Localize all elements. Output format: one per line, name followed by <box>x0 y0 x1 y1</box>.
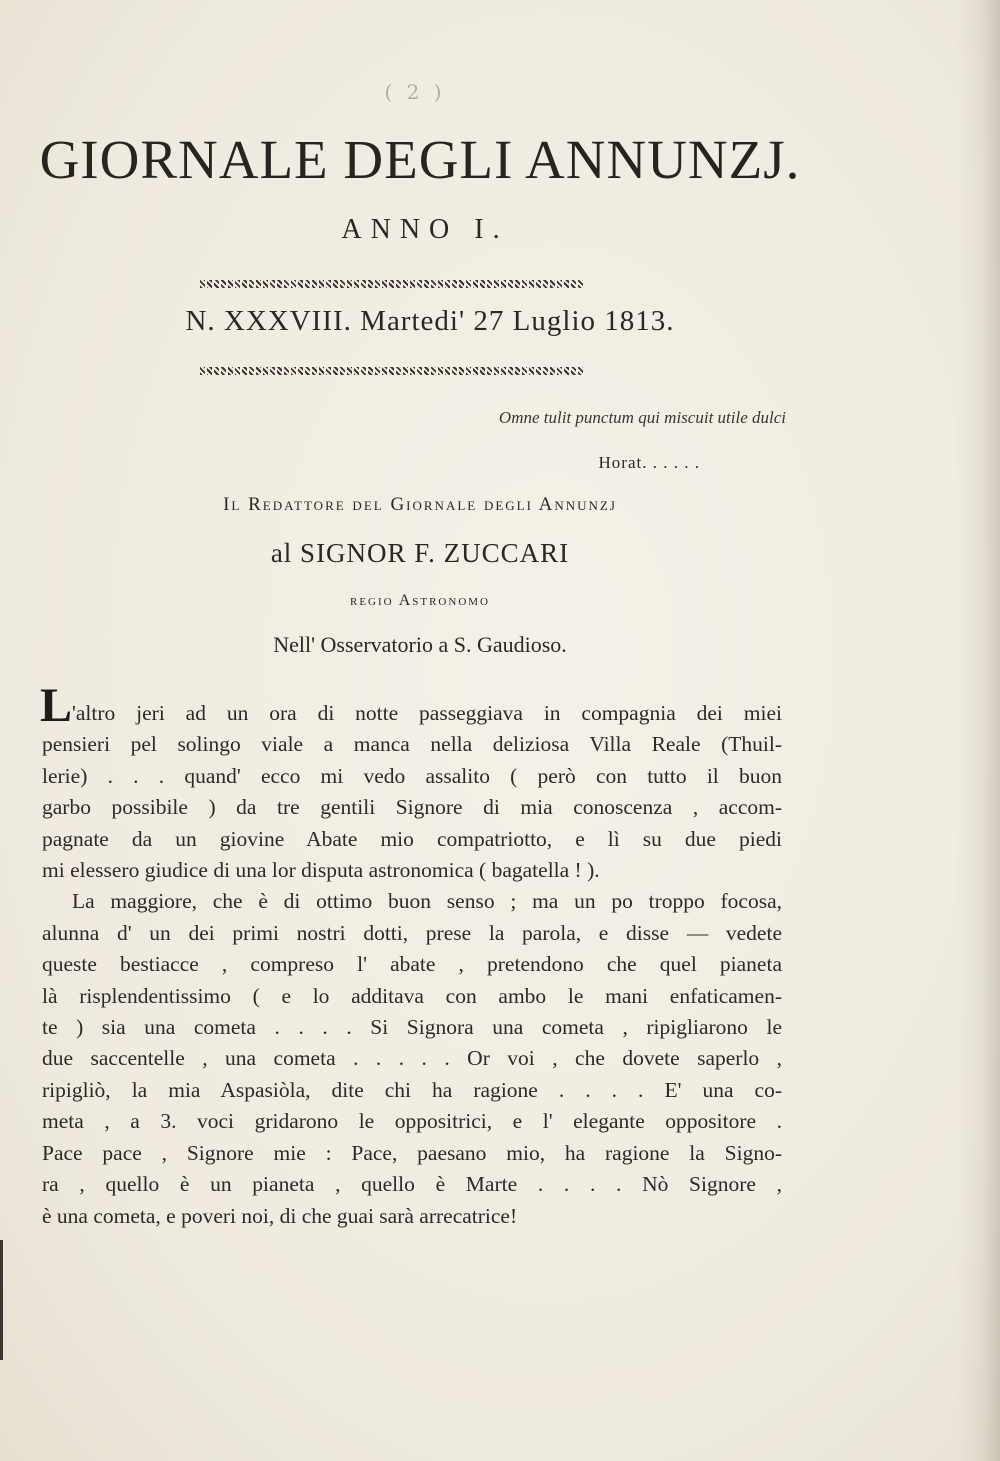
text-line: 'altro jeri ad un ora di notte passeggiava in compagnia dei miei <box>72 701 782 725</box>
page-number: ( 2 ) <box>384 80 446 104</box>
text-line: te ) sia una cometa . . . . Si Signora una cometa , ripigliarono le <box>42 1015 782 1040</box>
text-line: Pace pace , Signore mie : Pace, paesano mio, ha ragione la Signo- <box>42 1140 782 1165</box>
text-line: La maggiore, che è di ottimo buon senso ; ma un po troppo focosa, <box>72 889 782 914</box>
text-line: là risplendentissimo ( e lo additava con ambo le mani enfaticamen- <box>42 983 782 1008</box>
ornamental-rule-top <box>200 280 585 288</box>
dedication-role: regio Astronomo <box>349 592 490 609</box>
drop-cap: L <box>40 679 73 732</box>
book-spine-shadow <box>956 0 1000 1461</box>
epigraph-motto: Omne tulit punctum qui miscuit utile dulci <box>498 408 786 427</box>
text-line: pagnate da un giovine Abate mio compatriotto, e lì su due piedi <box>42 826 782 851</box>
text-line: pensieri pel solingo viale a manca nella deliziosa Villa Reale (Thuil- <box>42 732 782 757</box>
page-edge-mark <box>0 1240 9 1360</box>
article-paragraph-2 <box>42 886 782 1231</box>
text-line: queste bestiacce , compreso l' abate , pretendono che quel pianeta <box>42 952 782 977</box>
ornamental-rule-bottom <box>200 367 585 375</box>
dedication-to: al SIGNOR F. ZUCCARI <box>270 538 570 568</box>
epigraph-attribution: Horat. . . . . . <box>598 453 700 472</box>
text-line: garbo possibile ) da tre gentili Signore di mia conoscenza , accom- <box>42 795 782 820</box>
text-line: mi elessero giudice di una lor disputa astronomica ( bagatella ! ). <box>42 858 600 883</box>
article-body <box>42 698 782 1232</box>
text-line: è una cometa, e poveri noi, di che guai sarà arrecatrice! <box>42 1203 518 1228</box>
dedication-from: Il Redattore del Giornale degli Annunzj <box>223 494 617 515</box>
issue-line: N. XXXVIII. Martedi' 27 Luglio 1813. <box>185 305 675 337</box>
article-paragraph-1 <box>42 698 782 886</box>
text-line: ripigliò, la mia Aspasiòla, dite chi ha ragione . . . . E' una co- <box>42 1077 782 1102</box>
dedication-place: Nell' Osservatorio a S. Gaudioso. <box>273 632 567 657</box>
text-line: due saccentelle , una cometa . . . . . Or voi , che dovete saperlo , <box>42 1046 782 1071</box>
text-line: lerie) . . . quand' ecco mi vedo assalito ( però con tutto il buon <box>42 763 782 788</box>
text-line: meta , a 3. voci gridarono le oppositrici, e l' elegante oppositore . <box>42 1109 782 1134</box>
newspaper-title: GIORNALE DEGLI ANNUNZJ. <box>39 129 801 190</box>
year-label: ANNO I. <box>341 214 509 245</box>
text-line: ra , quello è un pianeta , quello è Marte . . . . Nò Signore , <box>42 1172 782 1197</box>
text-line: alunna d' un dei primi nostri dotti, prese la parola, e disse — vedete <box>42 920 782 945</box>
